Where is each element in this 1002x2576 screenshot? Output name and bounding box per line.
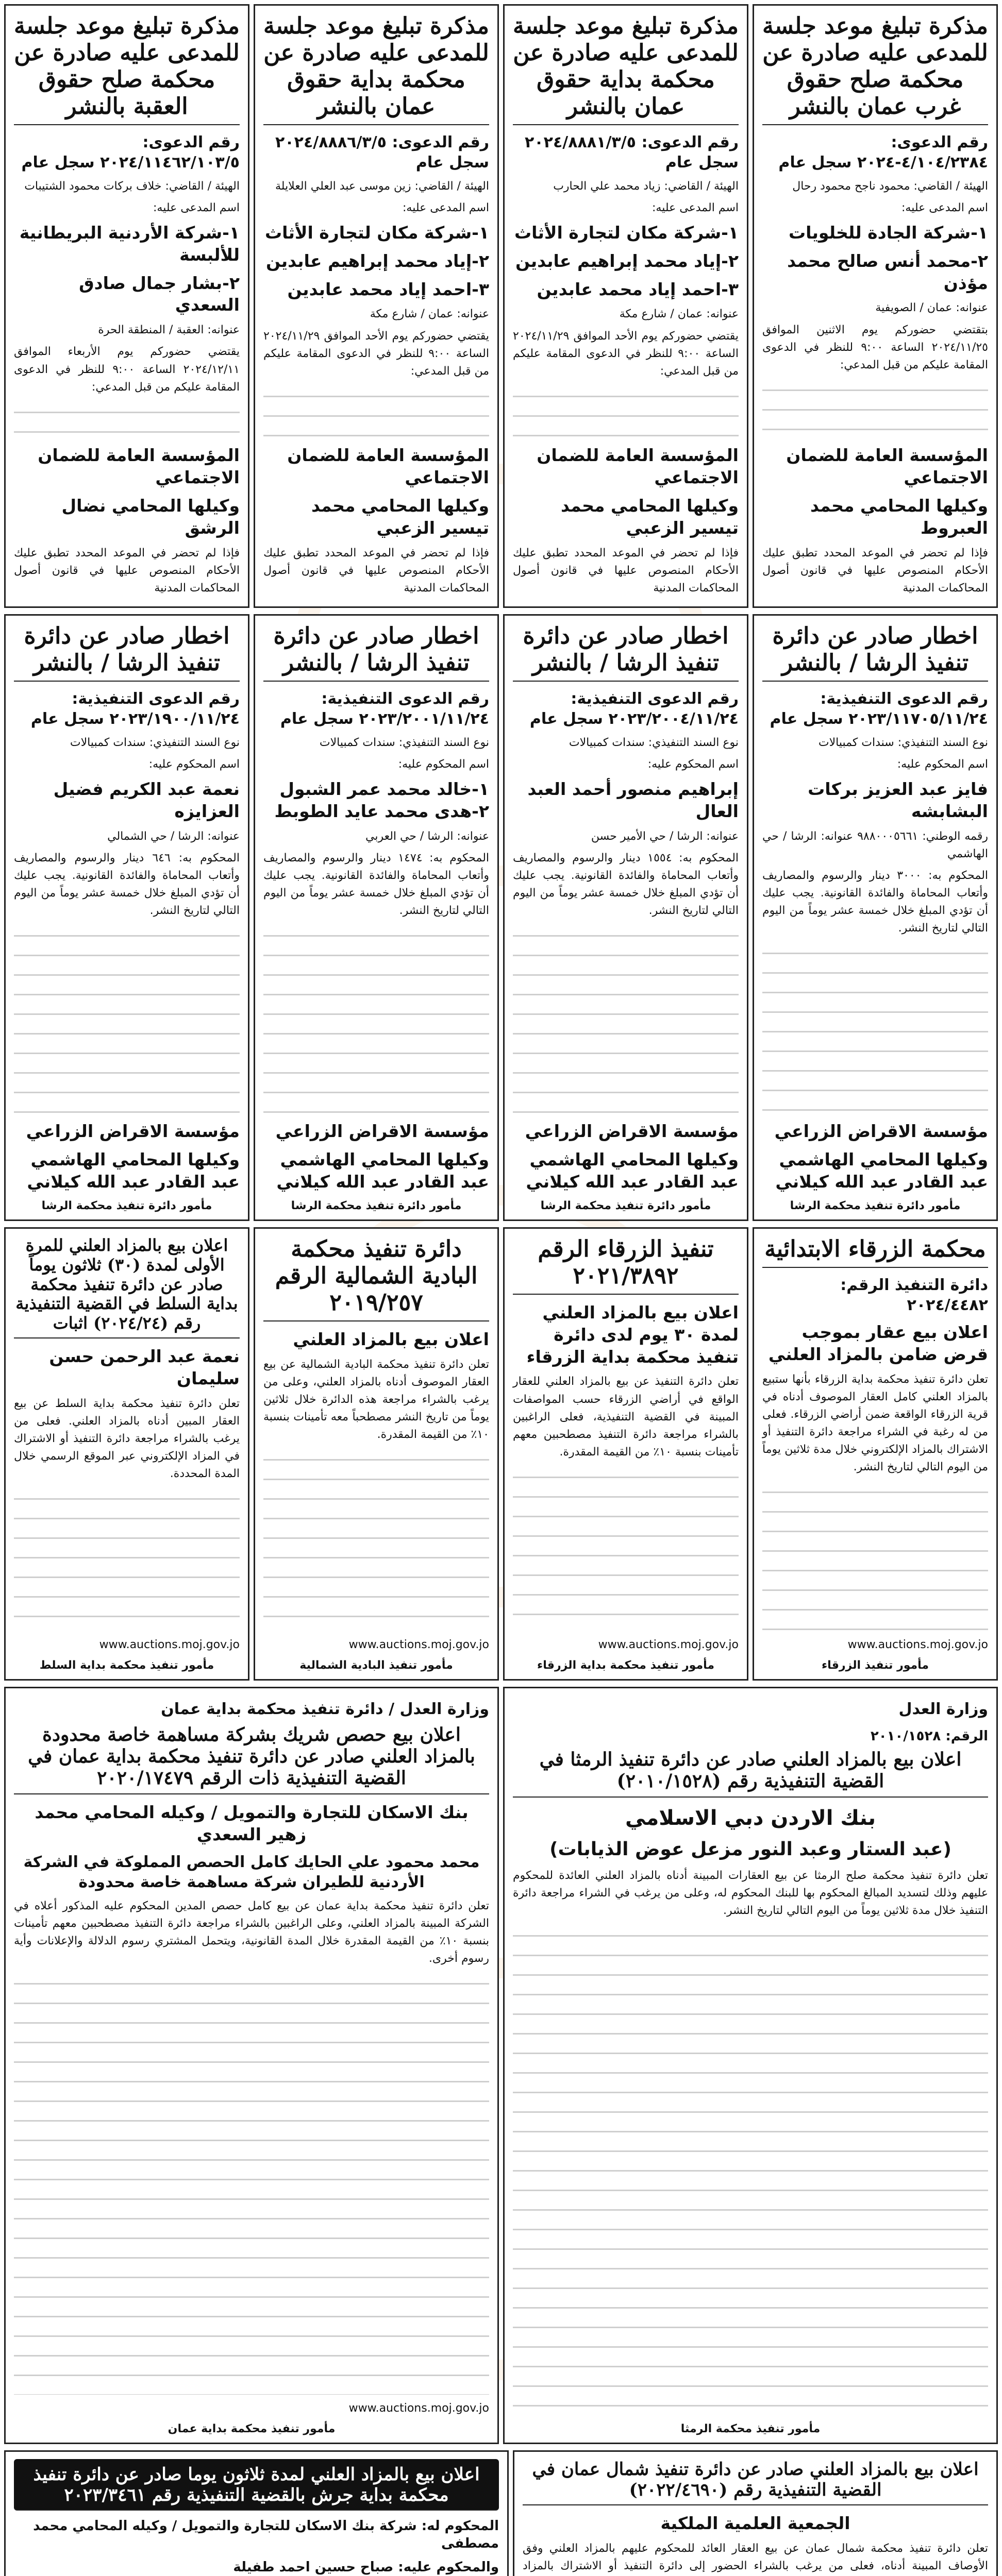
judgment-body: المحكوم به: ١٥٥٤ دينار والرسوم والمصاريف وأتعاب المحاماة والفائدة القانونية. يجب عليك أن تؤدي المبلغ خلال خمسة عشر يوماً من اليوم التالي لتاريخ النشر.	[513, 851, 739, 918]
notice-title: تنفيذ الزرقاء الرقم ٢٠٢١/٣٨٩٢	[513, 1236, 739, 1295]
lawyer: وكيلها المحامي الهاشمي عبد القادر عبد الله كيلاني	[526, 1149, 739, 1192]
case-number: دائرة التنفيذ الرقم: ٢٠٢٤/٤٤٨٢	[840, 1276, 988, 1314]
debtor-details: رقمه الوطني: ٩٨٨٠٠٠٥٦٦١ عنوانه: الرشا / حي الهاشمي	[762, 829, 988, 860]
notice-aqaba	[4, 4, 249, 608]
auction-site-link[interactable]: www.auctions.moj.gov.jo	[847, 1638, 988, 1651]
ministry-header: وزارة العدل	[898, 1700, 988, 1718]
defendant-1: ١-شركة مكان لتجارة الأثاث	[264, 222, 489, 243]
debtor: (عبد الستار وعبد النور مزعل عوض الذيابات)	[549, 1838, 951, 1860]
case-number: رقم الدعوى التنفيذية: ٢٠٢٣/١١٧٠٥/١١/٢٤ سجل عام	[770, 689, 988, 728]
debtor: والمحكوم عليه: صباح حسين احمد طفيلة	[233, 2559, 499, 2575]
instrument-type: نوع السند التنفيذي: سندات كمبيالات	[70, 736, 240, 749]
defendant-label: اسم المدعى عليه:	[403, 201, 489, 214]
notice-title: اعلان بيع بالمزاد العلني صادر عن دائرة تنفيذ الرمثا في القضية التنفيذية رقم (٢٠١٠/١٥٢٨)	[513, 1749, 988, 1798]
creditor: مؤسسة الاقراض الزراعي	[275, 1121, 489, 1142]
plaintiff: المؤسسة العامة للضمان الاجتماعي	[287, 445, 489, 488]
notices-row-1	[4, 4, 998, 608]
text-lines	[263, 385, 489, 438]
defendant-label: اسم المدعى عليه:	[901, 201, 988, 214]
notice-title: مذكرة تبليغ موعد جلسة للمدعى عليه صادرة عن محكمة بداية حقوق عمان بالنشر	[513, 13, 739, 125]
lawyer: وكيلها المحامي محمد تيسير الزعبي	[560, 495, 739, 538]
debtor: محمد محمود علي الحايك كامل الحصص المملوكة في الشركة الأردنية للطيران شركة مساهمة خاصة محدودة	[23, 1853, 480, 1891]
text-lines	[14, 925, 240, 1114]
notice-title: اخطار صادر عن دائرة تنفيذ الرشا / بالنشر	[263, 623, 489, 682]
right-column	[513, 2450, 998, 2576]
notice-zarqa-auction	[753, 1227, 998, 1681]
notice-footer: مأمور دائرة تنفيذ محكمة الرشا	[291, 1199, 462, 1212]
notice-west-amman	[753, 4, 998, 608]
defendant-label: اسم المدعى عليه:	[652, 201, 739, 214]
case-number: رقم الدعوى: ٤/١٠٤/٢٣٨٤-٢٠٢٤ سجل عام	[778, 133, 988, 172]
creditor: المحكوم له: شركة بنك الاسكان للتجارة والتمويل / وكيله المحامي محمد مصطفى	[33, 2518, 499, 2552]
warning: فإذا لم تحضر في الموعد المحدد تطبق عليك الأحكام المنصوص عليها في قانون أصول المحاكمات المدنية	[14, 546, 240, 595]
auction-site-link[interactable]: www.auctions.moj.gov.jo	[348, 1638, 489, 1651]
warning: فإذا لم تحضر في الموعد المحدد تطبق عليك الأحكام المنصوص عليها في قانون أصول المحاكمات المدنية	[513, 546, 739, 595]
defendant-3: ٣-احمد إياد محمد عابدين	[537, 279, 739, 299]
judgment-body: المحكوم به: ٣٠٠٠ دينار والرسوم والمصاريف وأتعاب المحاماة والفائدة القانونية. يجب عليك أن تؤدي المبلغ خلال خمسة عشر يوماً من اليوم التالي لتاريخ النشر.	[762, 869, 989, 935]
text-lines	[762, 942, 988, 1114]
notice-northern-badia	[254, 1227, 499, 1681]
debtor: فايز عبد العزيز بركات البشابشه	[808, 779, 988, 821]
creditor: مؤسسة الاقراض الزراعي	[26, 1121, 240, 1142]
debtor: ١-خالد محمد عمر الشبول ٢-هدى محمد عايد الطوبط	[274, 779, 489, 821]
panel: الهيئة / القاضي: زياد محمد علي الحارب	[553, 179, 739, 193]
notice-headline: اعلان بيع بالمزاد العلني	[293, 1329, 489, 1349]
creditor: الجمعية العلمية الملكية	[660, 2513, 850, 2534]
defendant-1: ١-شركة الأردنية البريطانية للألبسة	[19, 222, 240, 265]
address: عنوانه: العقبة / المنطقة الحرة	[98, 324, 240, 337]
summons-body: يقتضي حضوركم يوم الأحد الموافق ٢٠٢٤/١١/٢٩ الساعة ٩:٠٠ للنظر في الدعوى المقامة عليكم من قبل المدعي:	[513, 329, 739, 378]
notice-title: مذكرة تبليغ موعد جلسة للمدعى عليه صادرة عن محكمة صلح حقوق العقبة بالنشر	[14, 13, 240, 125]
notices-row-4	[4, 1687, 998, 2444]
notice-title: اخطار صادر عن دائرة تنفيذ الرشا / بالنشر	[762, 623, 988, 682]
notice-title: دائرة تنفيذ محكمة البادية الشمالية الرقم ٢٠١٩/٢٥٧	[263, 1236, 489, 1321]
auction-site-link[interactable]: www.auctions.moj.gov.jo	[348, 2401, 489, 2415]
plaintiff: المؤسسة العامة للضمان الاجتماعي	[537, 445, 739, 488]
notice-footer: مأمور دائرة تنفيذ محكمة الرشا	[540, 1199, 711, 1212]
auction-site-link[interactable]: www.auctions.moj.gov.jo	[99, 1638, 240, 1651]
notice-footer: مأمور دائرة تنفيذ محكمة الرشا	[41, 1199, 212, 1212]
notices-row-2	[4, 614, 998, 1221]
notice-footer: مأمور تنفيذ محكمة بداية عمان	[168, 2422, 336, 2435]
warning: فإذا لم تحضر في الموعد المحدد تطبق عليك الأحكام المنصوص عليها في قانون أصول المحاكمات المدنية	[263, 546, 489, 595]
debtor-label: اسم المحكوم عليه:	[398, 757, 489, 771]
text-lines	[513, 385, 739, 438]
notice-ramtha-1	[753, 614, 998, 1221]
instrument-type: نوع السند التنفيذي: سندات كمبيالات	[818, 736, 988, 749]
notice-footer: مأمور تنفيذ محكمة بداية السلط	[39, 1659, 214, 1672]
debtor-details: عنوانه: الرشا / حي الأمير حسن	[591, 829, 739, 843]
lawyer: وكيلها المحامي محمد تيسير الزعبي	[311, 495, 489, 538]
debtor: نعمة عبد الكريم فضيل العزايزه	[53, 779, 240, 821]
judgment-body: المحكوم به: ٦٤٦ دينار والرسوم والمصاريف وأتعاب المحاماة والفائدة القانونية. يجب عليك أن تؤدي المبلغ خلال خمسة عشر يوماً من اليوم التالي لتاريخ النشر.	[14, 851, 240, 918]
plaintiff: المؤسسة العامة للضمان الاجتماعي	[38, 445, 240, 488]
lawyer: وكيلها المحامي محمد العبروط	[810, 495, 988, 538]
text-lines	[762, 379, 988, 438]
notice-title: مذكرة تبليغ موعد جلسة للمدعى عليه صادرة عن محكمة بداية حقوق عمان بالنشر	[263, 13, 489, 125]
notice-footer: مأمور تنفيذ البادية الشمالية	[299, 1659, 453, 1672]
case-number: رقم الدعوى التنفيذية: ٢٠٢٣/١٩٠٠/١١/٢٤ سجل عام	[30, 689, 240, 728]
warning: فإذا لم تحضر في الموعد المحدد تطبق عليك الأحكام المنصوص عليها في قانون أصول المحاكمات المدنية	[762, 546, 988, 595]
defendant-2: ٢-إياد محمد إبراهيم عابدين	[266, 250, 489, 271]
auction-body: تعلن دائرة تنفيذ محكمة بداية الزرقاء بأنها ستبيع بالمزاد العلني كامل العقار الموصوف أدناه في قرية الزرقاء الواقعة ضمن أراضي الزرقاء. فعلى من له رغبة في الشراء مراجعة دائرة التنفيذ أو الاشتراك بالمزاد الإلكتروني خلال مدة ثلاثين يوماً من اليوم التالي لتاريخ النشر.	[762, 1372, 988, 1474]
address: عنوانه: عمان / شارع مكة	[370, 308, 489, 321]
notice-jerash-auction	[4, 2450, 509, 2576]
instrument-type: نوع السند التنفيذي: سندات كمبيالات	[319, 736, 489, 749]
address: عنوانه: عمان / الصويفية	[875, 301, 988, 315]
creditor: مؤسسة الاقراض الزراعي	[774, 1121, 988, 1142]
defendant-2: ٢-إياد محمد إبراهيم عابدين	[515, 250, 739, 271]
notice-title: اعلان بيع بالمزاد العلني لمدة ثلاثون يوما صادر عن دائرة تنفيذ محكمة بداية جرش بالقضية التنفيذية رقم ٢٠٢٣/٣٤٦١	[14, 2459, 499, 2511]
defendant-label: اسم المدعى عليه:	[153, 201, 240, 214]
address: عنوانه: عمان / شارع مكة	[619, 308, 739, 321]
lawyer: وكيلها المحامي الهاشمي عبد القادر عبد الله كيلاني	[775, 1149, 988, 1192]
auction-body: تعلن دائرة تنفيذ محكمة بداية عمان عن بيع كامل حصص المدين المحكوم عليه المذكور أعلاه في الشركة المبينة بالمزاد العلني، وعلى الراغبين بالشراء مراجعة دائرة التنفيذ مصطحبين معهم تأمينات بنسبة ١٠٪ من القيمة المقدرة خلال المدة القانونية، ويتحمل المشتري رسوم الدلالة والإعلانات وأية رسوم أخرى.	[14, 1899, 489, 1965]
case-number: رقم الدعوى التنفيذية: ٢٠٢٣/٢٠٠٤/١١/٢٤ سجل عام	[529, 689, 739, 728]
defendant-3: ٣-احمد إياد محمد عابدين	[287, 279, 489, 299]
text-lines	[762, 1481, 988, 1631]
notices-row-3	[4, 1227, 998, 1681]
text-lines	[263, 925, 489, 1114]
text-lines	[263, 1449, 489, 1631]
summons-body: بتقتضي حضوركم يوم الاثنين الموافق ٢٠٢٤/١١/٢٥ الساعة ٩:٠٠ للنظر في الدعوى المقامة عليكم من قبل المدعي:	[762, 323, 988, 371]
notice-amman-shares-auction	[4, 1687, 499, 2444]
text-lines	[513, 1466, 739, 1631]
debtor-label: اسم المحكوم عليه:	[647, 757, 739, 771]
notice-north-amman-auction	[513, 2450, 998, 2576]
notice-ramtha-bank-auction	[503, 1687, 998, 2444]
notice-title: مذكرة تبليغ موعد جلسة للمدعى عليه صادرة عن محكمة صلح حقوق غرب عمان بالنشر	[762, 13, 988, 125]
notice-headline: اعلان بيع عقار بموجب قرض ضامن بالمزاد العلني	[768, 1321, 988, 1364]
creditor: نعمة عبد الرحمن حسن سليمان	[49, 1346, 240, 1388]
panel: الهيئة / القاضي: خلاف بركات محمود الشتيبات	[24, 179, 240, 193]
debtor-details: عنوانه: الرشا / حي العربي	[365, 829, 489, 843]
notice-ramtha-2	[503, 614, 748, 1221]
notices-row-5	[4, 2450, 998, 2576]
case-number: رقم الدعوى: ٢٠٢٤/١١٤٦٢/١٠٣/٥ سجل عام	[21, 133, 240, 172]
auction-body: تعلن دائرة تنفيذ محكمة شمال عمان عن بيع العقار العائد للمحكوم عليهم بالمزاد العلني وفق الأوصاف المبينة أدناه، فعلى من يرغب بالشراء الحضور إلى دائرة التنفيذ أو الاشتراك بالمزاد	[523, 2542, 988, 2573]
notice-footer: مأمور تنفيذ الزرقاء	[821, 1659, 929, 1672]
defendant-1: ١-شركة مكان لتجارة الأثاث	[514, 222, 739, 243]
debtor-label: اسم المحكوم عليه:	[897, 757, 988, 771]
panel: الهيئة / القاضي: زين موسى عبد العلي العلايلة	[275, 179, 489, 193]
debtor-label: اسم المحكوم عليه:	[148, 757, 240, 771]
text-lines	[14, 401, 240, 438]
notice-headline: اعلان بيع بالمزاد العلني لمدة ٣٠ يوم لدى دائرة تنفيذ محكمة بداية الزرقاء	[526, 1302, 739, 1367]
auction-body: تعلن دائرة تنفيذ محكمة البادية الشمالية عن بيع العقار الموصوف أدناه بالمزاد العلني، وعلى من يرغب بالشراء مراجعة هذه الدائرة خلال ثلاثين يوماً من تاريخ النشر مصطحباً معه تأمينات بنسبة ١٠٪ من القيمة المقدرة.	[263, 1358, 489, 1441]
notice-title: اعلان بيع بالمزاد العلني صادر عن دائرة تنفيذ شمال عمان في القضية التنفيذية رقم (٢٠٢٢/٤٦٩٠)	[523, 2459, 988, 2505]
lawyer: وكيلها المحامي الهاشمي عبد القادر عبد الله كيلاني	[27, 1149, 240, 1192]
notice-title: اخطار صادر عن دائرة تنفيذ الرشا / بالنشر	[513, 623, 739, 682]
debtor-details: عنوانه: الرشا / حي الشمالي	[107, 829, 240, 843]
creditor: مؤسسة الاقراض الزراعي	[525, 1121, 739, 1142]
notice-footer: مأمور تنفيذ محكمة الرمثا	[680, 2422, 821, 2435]
notice-amman-first-instance-a	[503, 4, 748, 608]
ministry-header: وزارة العدل / دائرة تنفيذ محكمة بداية عمان	[161, 1700, 489, 1718]
panel: الهيئة / القاضي: محمود ناجح محمود رحال	[792, 179, 988, 193]
auction-body: تعلن دائرة تنفيذ محكمة بداية السلط عن بيع العقار المبين أدناه بالمزاد العلني. فعلى من يرغب بالشراء مراجعة دائرة التنفيذ أو الاشتراك في المزاد الإلكتروني عبر الموقع الرسمي خلال المدة المحددة.	[14, 1397, 240, 1480]
notice-ramtha-4	[4, 614, 249, 1221]
notice-footer: مأمور تنفيذ محكمة بداية الزرقاء	[537, 1659, 714, 1672]
summons-body: يقتضي حضوركم يوم الأحد الموافق ٢٠٢٤/١١/٢٩ الساعة ٩:٠٠ للنظر في الدعوى المقامة عليكم من قبل المدعي:	[263, 329, 489, 378]
summons-body: يقتضي حضوركم يوم الأربعاء الموافق ٢٠٢٤/١٢/١١ الساعة ٩:٠٠ للنظر في الدعوى المقامة عليكم من قبل المدعي:	[14, 345, 240, 394]
plaintiff: المؤسسة العامة للضمان الاجتماعي	[786, 445, 988, 488]
reference-number: الرقم: ٢٠١٠/١٥٢٨	[870, 1728, 988, 1744]
notice-amman-first-instance-b	[254, 4, 499, 608]
auction-body: تعلن دائرة التنفيذ عن بيع بالمزاد العلني للعقار الواقع في أراضي الزرقاء حسب المواصفات المبينة في القضية التنفيذية، فعلى الراغبين بالشراء مراجعة دائرة التنفيذ مصطحبين معهم تأمينات بنسبة ١٠٪ من القيمة المقدرة.	[513, 1375, 739, 1459]
auction-site-link[interactable]: www.auctions.moj.gov.jo	[598, 1638, 739, 1651]
notice-title: محكمة الزرقاء الابتدائية	[762, 1236, 988, 1268]
creditor: بنك الاسكان للتجارة والتمويل / وكيله المحامي محمد زهير السعدي	[35, 1802, 469, 1844]
text-lines	[14, 1488, 240, 1631]
notice-title: اخطار صادر عن دائرة تنفيذ الرشا / بالنشر	[14, 623, 240, 682]
defendant-2: ٢-بشار جمال صادق السعدي	[79, 273, 240, 315]
debtor: إبراهيم منصور أحمد العبد العال	[527, 779, 739, 821]
defendant-2: ٢-محمد أنس صالح محمد مؤذن	[787, 250, 988, 293]
auction-body: تعلن دائرة تنفيذ محكمة صلح الرمثا عن بيع العقارات المبينة أدناه بالمزاد العلني العائدة للمحكوم عليهم وذلك لتسديد المبالغ المحكوم بها للبنك المحكوم له، وعلى من يرغب في الشراء مراجعة دائرة التنفيذ خلال مدة ثلاثين يوماً من اليوم التالي لتاريخ النشر.	[513, 1869, 988, 1917]
case-number: رقم الدعوى: ٢٠٢٤/٨٨٨١/٣/٥ سجل عام	[525, 133, 739, 172]
notice-ramtha-3	[254, 614, 499, 1221]
defendant-1: ١-شركة الجادة للخلويات	[788, 222, 988, 243]
notice-footer: مأمور دائرة تنفيذ محكمة الرشا	[790, 1199, 961, 1212]
notice-salt-auction	[4, 1227, 249, 1681]
instrument-type: نوع السند التنفيذي: سندات كمبيالات	[569, 736, 739, 749]
creditor: بنك الاردن دبي الاسلامي	[625, 1806, 876, 1830]
text-lines	[14, 1973, 489, 2395]
case-number: رقم الدعوى التنفيذية: ٢٠٢٣/٢٠٠١/١١/٢٤ سجل عام	[280, 689, 489, 728]
notice-zarqa-30-days	[503, 1227, 748, 1681]
judgment-body: المحكوم به: ١٤٧٤ دينار والرسوم والمصاريف وأتعاب المحاماة والفائدة القانونية. يجب عليك أن تؤدي المبلغ خلال خمسة عشر يوماً من اليوم التالي لتاريخ النشر.	[263, 851, 490, 918]
notice-title: اعلان بيع حصص شريك بشركة مساهمة خاصة محدودة بالمزاد العلني صادر عن دائرة تنفيذ محكمة بداية عمان في القضية التنفيذية ذات الرقم ٢٠٢٠/١٧٤٧٩	[14, 1724, 489, 1794]
lawyer: وكيلها المحامي الهاشمي عبد القادر عبد الله كيلاني	[276, 1149, 489, 1192]
text-lines	[513, 925, 739, 1114]
lawyer: وكيلها المحامي نضال الرشق	[61, 495, 240, 538]
case-number: رقم الدعوى: ٢٠٢٤/٨٨٨٦/٣/٥ سجل عام	[275, 133, 489, 172]
text-lines	[513, 1925, 988, 2416]
notice-title: اعلان بيع بالمزاد العلني للمرة الأولى لمدة (٣٠) ثلاثون يوماً صادر عن دائرة تنفيذ محكمة بداية السلط في القضية التنفيذية رقم (٢٠٢٤/٢٤) اثبات	[14, 1236, 240, 1338]
